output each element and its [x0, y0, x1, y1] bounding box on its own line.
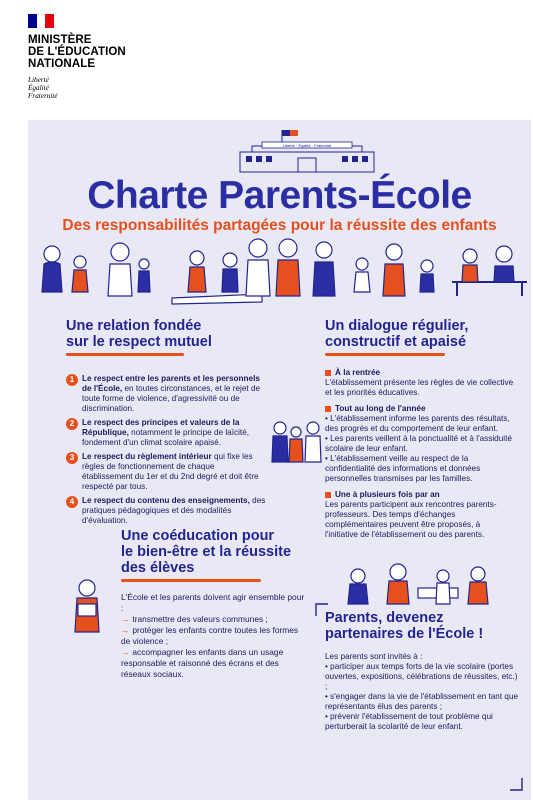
- section-partners-heading: Parents, devenez partenaires de l'École !: [325, 610, 484, 642]
- coeducation-intro: L'École et les parents doivent agir ensemble pour :: [121, 592, 305, 613]
- ministry-name: MINISTÈRE DE L'ÉDUCATION NATIONALE: [28, 34, 126, 70]
- respect-item: 4 Le respect du contenu des enseignements, des pratiques pédagogiques et des modalités d'évaluation.: [66, 496, 266, 526]
- ministry-motto: Liberté Égalité Fraternité: [28, 76, 58, 100]
- building-sign: Liberté · Égalité · Fraternité: [282, 143, 332, 148]
- heading-underline: [325, 353, 445, 356]
- poster-title: Charte Parents-École: [87, 174, 472, 217]
- section-coeducation: [121, 528, 306, 680]
- reading-child-illustration: [70, 578, 104, 634]
- respect-item: 3 Le respect du règlement intérieur qui fixe les règles de fonctionnement de chaque établissement du 1er et du 2nd degré et doit être respecté par tous.: [66, 452, 266, 492]
- section-respect: [66, 318, 266, 530]
- section-dialogue: [325, 318, 515, 540]
- dialogue-label: Tout au long de l'année: [325, 404, 515, 414]
- section-respect-heading: Une relation fondée sur le respect mutuel: [66, 318, 212, 350]
- people-illustration: [32, 234, 532, 308]
- ministry-logo: [28, 14, 168, 100]
- respect-item: 2 Le respect des principes et valeurs de la République, notamment le principe de laïcité, fondement d'un climat scolaire apaisé.: [66, 418, 266, 448]
- partners-item: • prévenir l'établissement de tout problème qui perturberait la scolarité de leur enfant.: [325, 712, 493, 731]
- coeducation-item: → transmettre des valeurs communes ;: [121, 614, 268, 624]
- partners-intro: Les parents sont invités à :: [325, 652, 423, 661]
- section-coeducation-heading: Une coéducation pour le bien-être et la réussite des élèves: [121, 528, 292, 576]
- school-building-illustration: [232, 128, 382, 174]
- coeducation-item: → protéger les enfants contre toutes les formes de violence ;: [121, 625, 299, 646]
- heading-underline: [121, 579, 261, 582]
- french-flag-icon: [28, 14, 54, 28]
- coeducation-item: → accompagner les enfants dans un usage responsable et raisonné des écrans et des réseaux sociaux.: [121, 647, 284, 679]
- charter-poster: [28, 120, 531, 800]
- dialogue-text: • L'établissement veille au respect de la confidentialité des informations et données personnelles transmises par les familles.: [325, 454, 481, 483]
- poster-subtitle: Des responsabilités partagées pour la réussite des enfants: [62, 217, 497, 234]
- respect-item: 1 Le respect entre les parents et les personnels de l'École, en toutes circonstances, et le rejet de toute forme de violence, d'agressivité ou de discrimination.: [66, 374, 266, 414]
- dialogue-text: L'établissement présente les règles de vie collective et les priorités éducatives.: [325, 378, 514, 397]
- section-dialogue-heading: Un dialogue régulier, constructif et apaisé: [325, 318, 469, 350]
- frame-bracket-decoration: [314, 602, 524, 792]
- dialogue-text: • Les parents veillent à la ponctualité et à l'assiduité scolaire de leur enfant.: [325, 434, 512, 453]
- parent-teacher-illustration: [268, 418, 324, 464]
- partners-item: • participer aux temps forts de la vie scolaire (portes ouvertes, expositions, célébrations de réussites, etc.) ;: [325, 662, 518, 691]
- heading-underline: [66, 353, 184, 356]
- partners-item: • s'engager dans la vie de l'établissement en tant que représentants élus des parents ;: [325, 692, 519, 711]
- family-group-illustration: [338, 562, 518, 606]
- dialogue-label: À la rentrée: [325, 368, 515, 378]
- dialogue-text: Les parents participent aux rencontres parents-professeurs. Des temps d'échanges complémentaires peuvent être proposés, à l'initiative de l'établissement ou des parents.: [325, 500, 497, 539]
- dialogue-text: • L'établissement informe les parents des résultats, des progrès et du comportement de leur enfant.: [325, 414, 510, 433]
- dialogue-label: Une à plusieurs fois par an: [325, 490, 515, 500]
